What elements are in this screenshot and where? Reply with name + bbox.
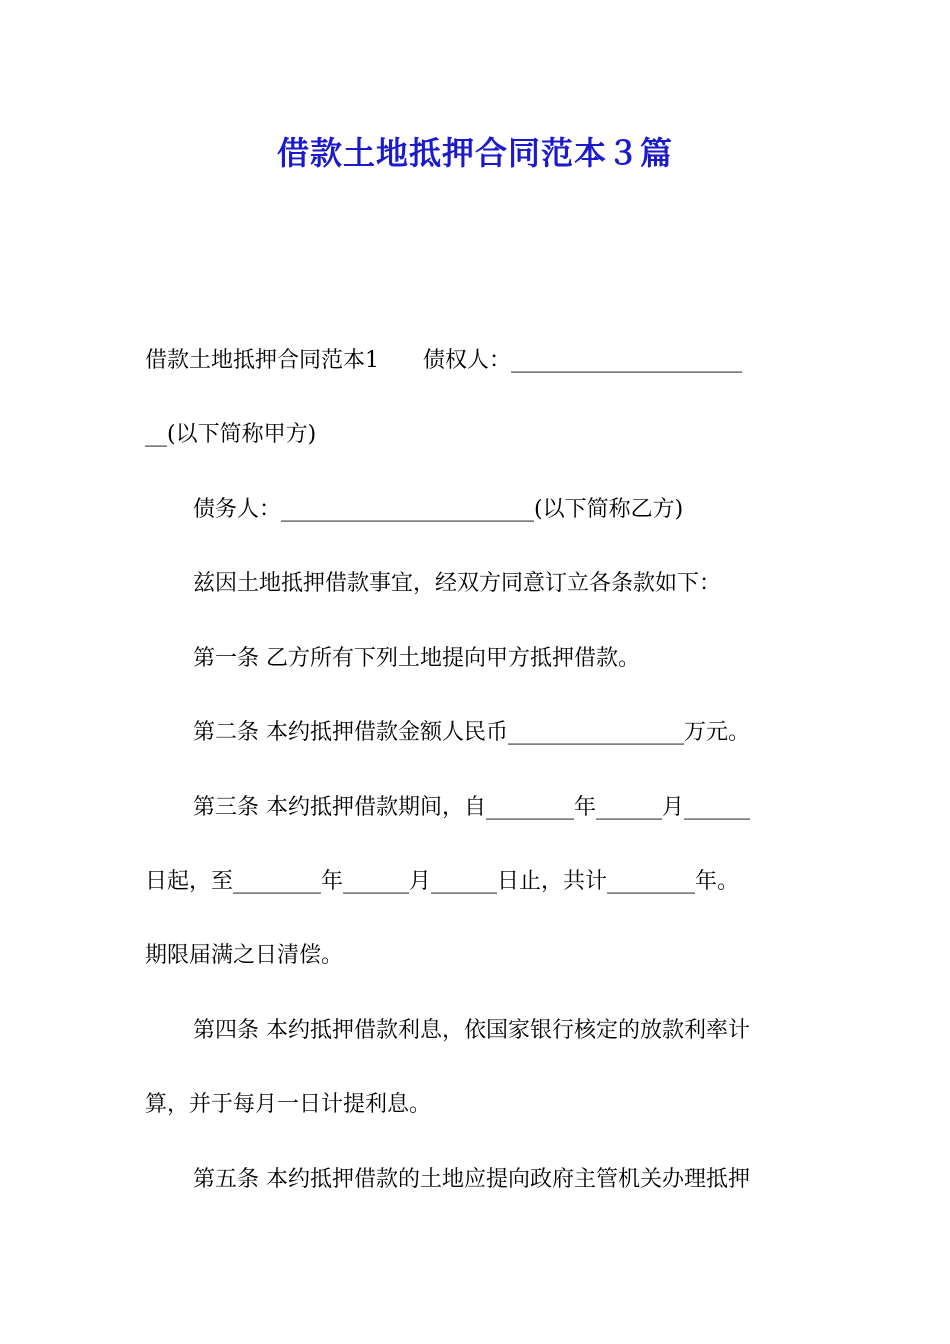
paragraph-line: 借款土地抵押合同范本1 债权人：_____________________ (145, 348, 742, 373)
paragraph-line: 第四条 本约抵押借款利息，依国家银行核定的放款利率计 (193, 1018, 750, 1043)
paragraph-line: 第五条 本约抵押借款的土地应提向政府主管机关办理抵押 (193, 1167, 750, 1192)
paragraph-line: 第三条 本约抵押借款期间，自________年______月______ (193, 795, 750, 820)
paragraph-line: __(以下简称甲方) (145, 422, 317, 447)
paragraph-line: 日起，至________年______月______日止，共计________年。 (145, 869, 740, 894)
paragraph-line: 兹因土地抵押借款事宜，经双方同意订立各条款如下： (193, 571, 722, 596)
paragraph-line: 算，并于每月一日计提利息。 (145, 1092, 432, 1117)
paragraph-line: 第一条 乙方所有下列土地提向甲方抵押借款。 (193, 646, 640, 671)
document-title: 借款土地抵押合同范本３篇 (276, 134, 673, 172)
paragraph-line: 第二条 本约抵押借款金额人民币________________万元。 (193, 720, 750, 745)
paragraph-line: 期限届满之日清偿。 (145, 943, 344, 968)
paragraph-line: 债务人：_______________________(以下简称乙方) (193, 497, 684, 522)
